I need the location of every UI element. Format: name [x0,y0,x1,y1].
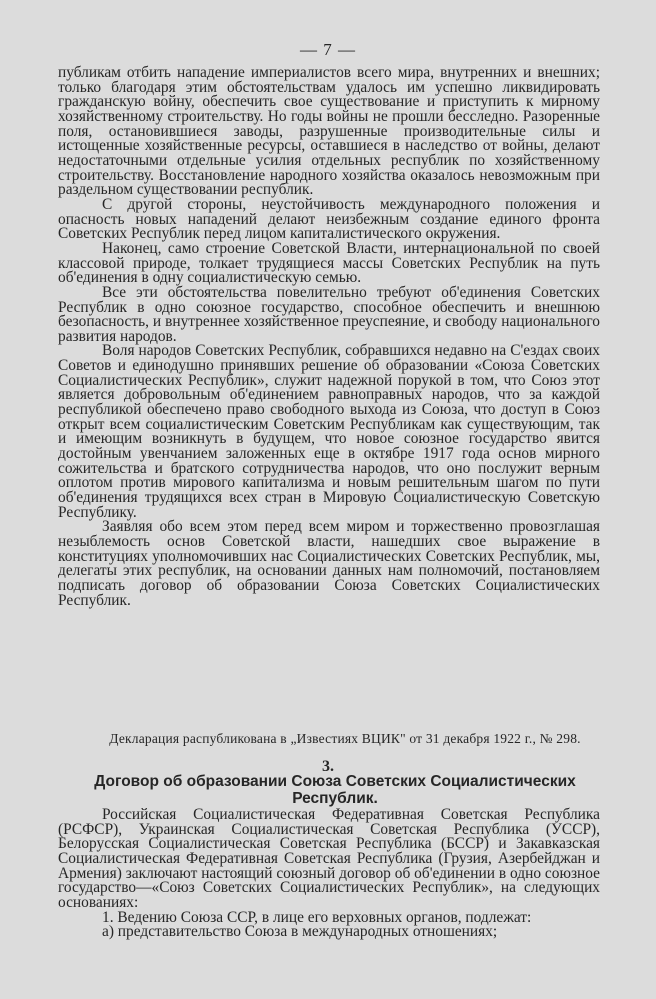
treaty-paragraph-2: 1. Ведению Союза ССР, в лице его верховных органов, подлежат: [102,908,532,926]
declaration-paragraph-2: С другой стороны, неустойчивость международного положения и опасность новых нападений делают неизбежным создание единого фронта Советских Республик перед лицом капиталистического окружения. [58,195,600,243]
declaration-paragraph-6: Заявляя обо всем этом перед всем миром и торжественно провозглашая незыблемость основ Советской власти, нашедших свое выражение в конституциях уполномочивших нас Социалистических Советских Республик, мы, делегаты этих республик, на основании данных нам полномочий, постановляем подписать договор об образовании Союза Советских Социалистических Республик. [58,518,600,609]
declaration-text [58,66,600,608]
page-number: — 7 — [300,40,356,59]
treaty-paragraph-3: а) представительство Союза в международных отношениях; [102,923,498,941]
section-title: Договор об образовании Союза Советских Социалистических Республик. [94,773,576,807]
declaration-paragraph-5: Воля народов Советских Республик, собравшихся недавно на С'ездах своих Советов и единодушно принявших решение об образовании «Союза Советских Социалистических Республик», служит надежной порукой в том, что Союз этот является добровольным об'единением равноправных народов, что за каждой республикой обеспечено право свободного выхода из Союза, что доступ в Союз открыт всем социалистическим Советским Республикам как существующим, так и имеющим возникнуть в будущем, что новое союзное государство явится достойным увенчанием заложенных еще в октябре 1917 года основ мирного сожительства и братского сотрудничества народов, что оно послужит верным оплотом против мирового капитализма и новым решительным шагом по пути об'единения трудящихся всех стран в Мировую Социалистическую Советскую Республику. [58,342,600,521]
declaration-paragraph-1: публикам отбить нападение империалистов всего мира, внутренних и внешних; только благодаря этим обстоятельствам удалось им успешно ликвидировать гражданскую войну, обеспечить свое существование и приступить к мирному хозяйственному строительству. Но годы войны не прошли бесследно. Разоренные поля, остановившиеся заводы, разрушенные производительные силы и истощенные хозяйственные ресурсы, оставшиеся в наследство от войны, делают недостаточными отдельные усилия отдельных республик по хозяйственному строительству. Восстановление народного хозяйства оказалось невозможным при раздельном существовании республик. [58,64,600,199]
section-number: 3. [322,758,334,775]
declaration-paragraph-3: Наконец, само строение Советской Власти, интернациональной по своей классовой природе, толкает трудящиеся массы Советских Республик на путь об'единения в одну социалистическую семью. [58,239,600,287]
declaration-paragraph-4: Все эти обстоятельства повелительно требуют об'единения Советских Республик в одно союзное государство, способное обеспечить и внешнюю безопасность, и внутреннее хозяйственное преуспеяние, и свободу национального развития народов. [58,283,600,345]
treaty-text [58,808,600,940]
publication-source-note: Декларация распубликована в „Известиях ВЦИК" от 31 декабря 1922 г., № 298. [109,731,581,746]
treaty-paragraph-1: Российская Социалистическая Федеративная Советская Республика (РСФСР), Украинская Социалистическая Советская Республика (УССР), Белорусская Социалистическая Советская Республика (БССР) и Закавказская Социалистическая Федеративная Советская Республика (Грузия, Азербейджан и Армения) заключают настоящий союзный договор об об'единении в одно союзное государство—«Союз Советских Социалистических Республик», на следующих основаниях: [58,806,600,911]
